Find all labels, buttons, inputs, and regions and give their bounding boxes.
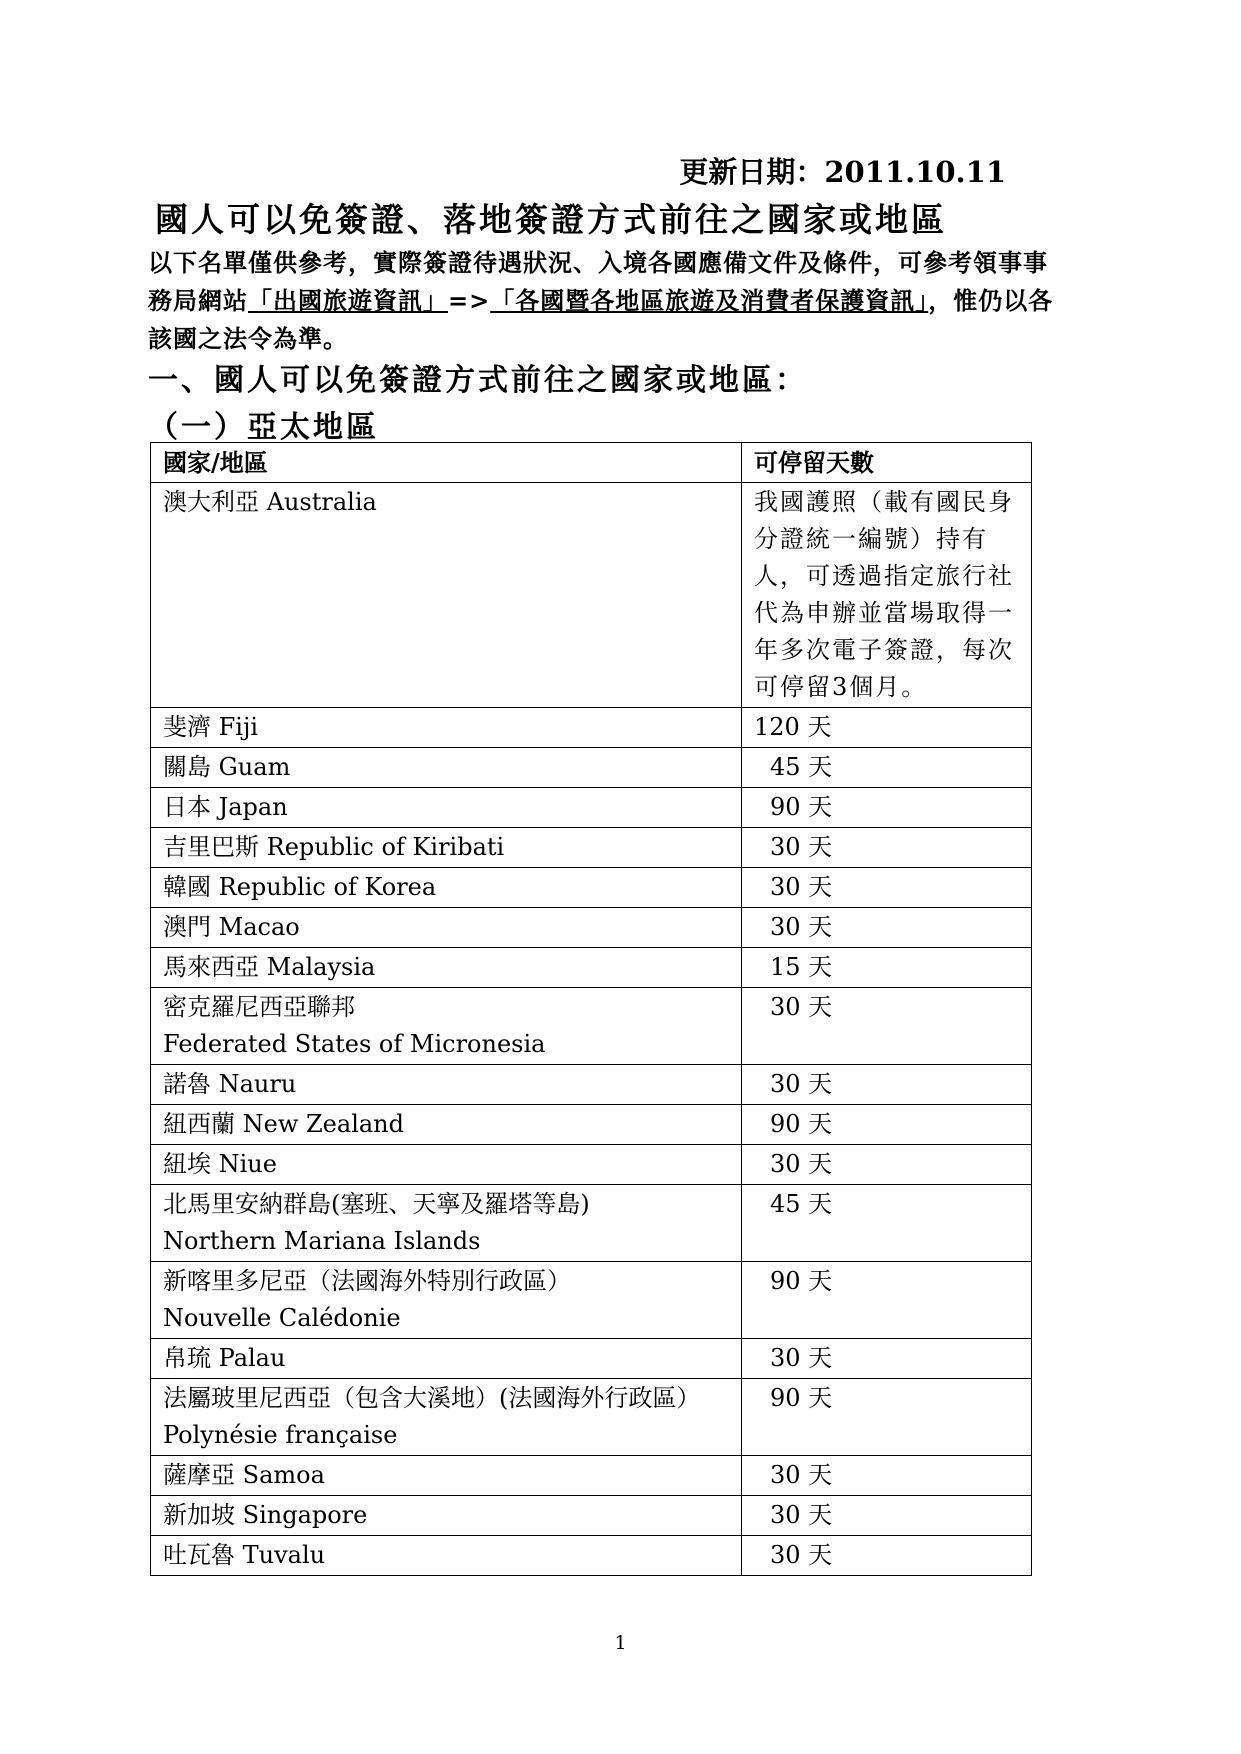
table-row — [151, 988, 1032, 1065]
stay-cell: 90 天 — [742, 1105, 1032, 1145]
country-cell — [151, 788, 742, 828]
country-name: 新喀里多尼亞（法國海外特別行政區） — [163, 1267, 571, 1295]
table-row — [151, 1145, 1032, 1185]
stay-cell: 30 天 — [742, 1536, 1032, 1576]
table-row — [151, 748, 1032, 788]
country-name: 法屬玻里尼西亞（包含大溪地）(法國海外行政區）Polynésie française — [163, 1384, 701, 1449]
country-name: 薩摩亞 Samoa — [163, 1461, 325, 1489]
country-name: 新加坡 Singapore — [163, 1501, 368, 1529]
header-stay: 可停留天數 — [742, 443, 1032, 483]
stay-cell: 45 天 — [742, 1185, 1032, 1262]
table-row — [151, 1065, 1032, 1105]
country-cell — [151, 828, 742, 868]
country-name: 澳大利亞 Australia — [163, 488, 377, 516]
country-cell — [151, 1105, 742, 1145]
country-cell — [151, 1145, 742, 1185]
stay-cell: 我國護照（載有國民身分證統一編號）持有人，可透過指定旅行社代為申辦並當場取得一年多次電子簽證，每次可停留3個月。 — [742, 483, 1032, 708]
country-name-en: Northern Mariana Islands — [163, 1227, 481, 1255]
table-row — [151, 1496, 1032, 1536]
stay-cell: 90 天 — [742, 788, 1032, 828]
table-row — [151, 1185, 1032, 1262]
country-name: 吉里巴斯 Republic of Kiribati — [163, 833, 505, 861]
stay-cell: 30 天 — [742, 988, 1032, 1065]
stay-cell: 30 天 — [742, 908, 1032, 948]
table-row — [151, 788, 1032, 828]
table-row — [151, 708, 1032, 748]
country-cell — [151, 908, 742, 948]
country-cell — [151, 868, 742, 908]
country-name: 馬來西亞 Malaysia — [163, 953, 376, 981]
table-row — [151, 1379, 1032, 1456]
country-cell — [151, 1065, 742, 1105]
country-cell — [151, 483, 742, 708]
country-name: 關島 Guam — [163, 753, 291, 781]
table-row — [151, 868, 1032, 908]
country-cell — [151, 1496, 742, 1536]
note-link-country-info[interactable]: 「各國暨各地區旅遊及消費者保護資訊」 — [490, 286, 929, 315]
country-cell — [151, 1536, 742, 1576]
country-name: 北馬里安納群島(塞班、天寧及羅塔等島) — [163, 1190, 590, 1218]
table-row — [151, 1339, 1032, 1379]
note-arrow: => — [448, 286, 491, 315]
table-row — [151, 908, 1032, 948]
update-date: 更新日期：2011.10.11 — [679, 155, 1006, 189]
note-text-2: ，惟仍以各該國之法令為準。 — [148, 286, 1054, 353]
table-row — [151, 1105, 1032, 1145]
country-name: 韓國 Republic of Korea — [163, 873, 437, 901]
country-name: 澳門 Macao — [163, 913, 300, 941]
stay-cell: 30 天 — [742, 1456, 1032, 1496]
country-name: 帛琉 Palau — [163, 1344, 286, 1372]
table-body — [151, 483, 1032, 1576]
stay-cell: 45 天 — [742, 748, 1032, 788]
table-row — [151, 483, 1032, 708]
stay-cell: 90 天 — [742, 1379, 1032, 1456]
stay-cell: 30 天 — [742, 828, 1032, 868]
table-row — [151, 1456, 1032, 1496]
country-cell — [151, 988, 742, 1065]
stay-cell: 30 天 — [742, 1145, 1032, 1185]
country-name: 紐埃 Niue — [163, 1150, 277, 1178]
table-row — [151, 1536, 1032, 1576]
country-cell — [151, 1379, 742, 1456]
country-name: 日本 Japan — [163, 793, 288, 821]
country-cell — [151, 748, 742, 788]
country-cell — [151, 1185, 742, 1262]
section-subheading: （一）亞太地區 — [148, 410, 379, 445]
stay-cell: 30 天 — [742, 1339, 1032, 1379]
header-country: 國家/地區 — [151, 443, 742, 483]
country-name-en: Federated States of Micronesia — [163, 1030, 546, 1058]
country-cell — [151, 948, 742, 988]
reference-note — [148, 244, 1068, 358]
table-row — [151, 948, 1032, 988]
country-name-en: Nouvelle Calédonie — [163, 1304, 401, 1332]
stay-cell: 90 天 — [742, 1262, 1032, 1339]
note-text-1: 以下名單僅供參考，實際簽證待遇狀況、入境各國應備文件及條件，可參考領事事務局網站 — [148, 248, 1048, 315]
stay-cell: 30 天 — [742, 1496, 1032, 1536]
country-name: 紐西蘭 New Zealand — [163, 1110, 404, 1138]
country-name: 密克羅尼西亞聯邦 — [163, 993, 355, 1021]
country-name: 吐瓦魯 Tuvalu — [163, 1541, 326, 1569]
page-number: 1 — [614, 1632, 627, 1654]
stay-cell: 120 天 — [742, 708, 1032, 748]
table-row — [151, 1262, 1032, 1339]
visa-free-table — [150, 442, 1032, 1576]
country-cell — [151, 708, 742, 748]
table-row — [151, 828, 1032, 868]
stay-cell: 30 天 — [742, 868, 1032, 908]
country-name: 斐濟 Fiji — [163, 713, 259, 741]
stay-cell: 15 天 — [742, 948, 1032, 988]
country-cell — [151, 1262, 742, 1339]
table-header-row — [151, 443, 1032, 483]
page-title: 國人可以免簽證、落地簽證方式前往之國家或地區 — [155, 200, 947, 239]
note-link-travel-info[interactable]: 「出國旅遊資訊」 — [248, 286, 448, 315]
country-name: 諾魯 Nauru — [163, 1070, 297, 1098]
country-cell — [151, 1456, 742, 1496]
country-cell — [151, 1339, 742, 1379]
stay-cell: 30 天 — [742, 1065, 1032, 1105]
section-heading: 一、國人可以免簽證方式前往之國家或地區： — [148, 363, 808, 398]
